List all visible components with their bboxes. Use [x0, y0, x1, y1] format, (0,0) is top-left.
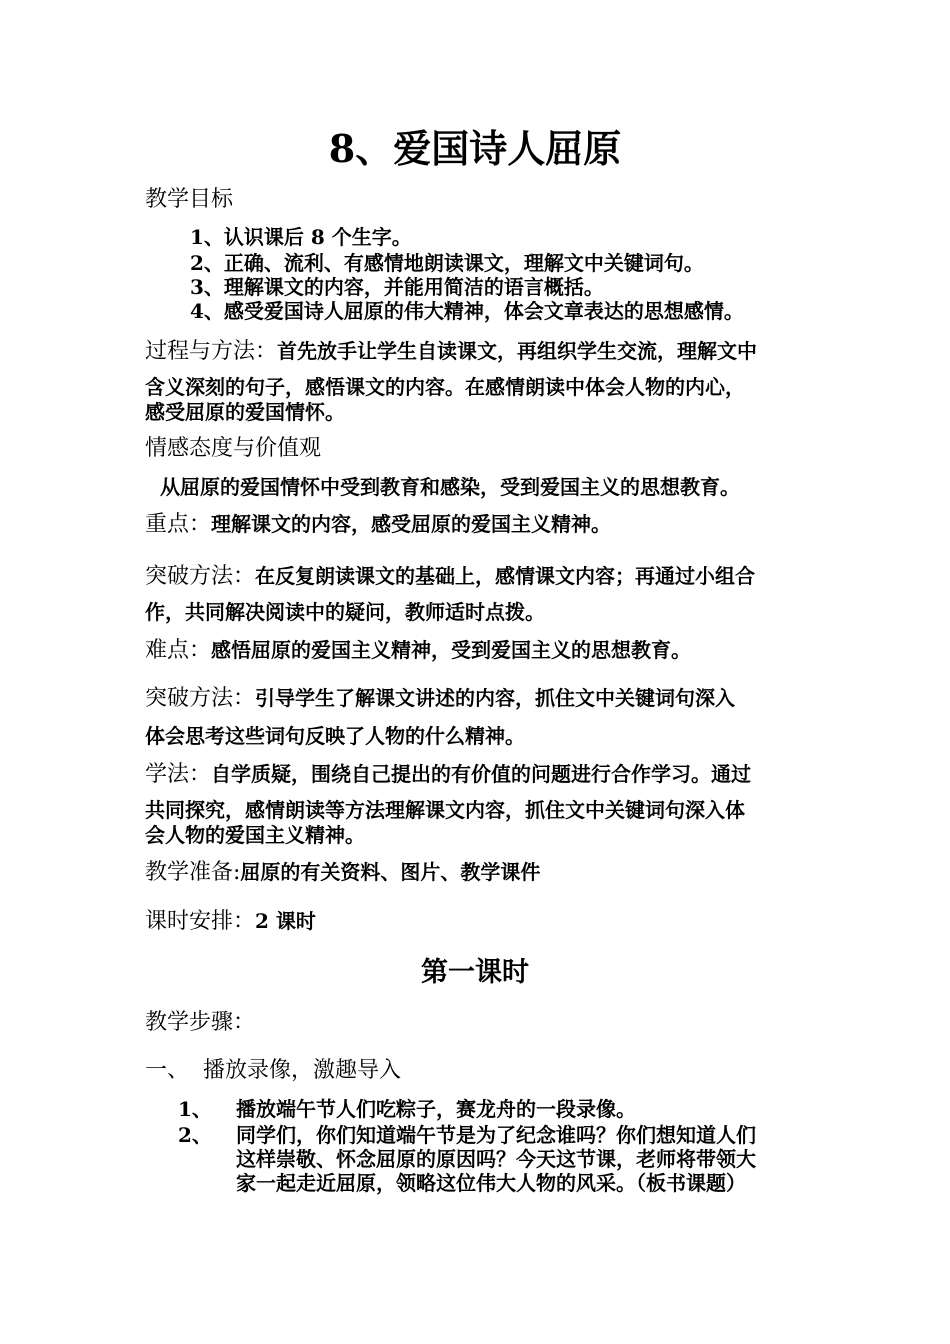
difficulty-text: 感悟屈原的爱国主义精神，受到爱国主义的思想教育。: [211, 638, 692, 662]
preparation-line: [145, 859, 540, 886]
key-point-label: 重点：: [145, 512, 212, 537]
process-text-line: 感受屈原的爱国情怀。: [145, 400, 345, 424]
page-title: 8、爱国诗人屈原: [328, 126, 622, 171]
study-line: [145, 761, 751, 788]
lesson-heading: 第一课时: [421, 957, 529, 988]
study-text-line: 会人物的爱国主义精神。: [145, 823, 365, 847]
step-number: 1、: [178, 1097, 212, 1121]
emotion-heading: 情感态度与价值观: [145, 436, 322, 461]
breakthrough-text: 在反复朗读课文的基础上，感情课文内容；再通过小组合: [255, 564, 756, 588]
difficulty-label: 难点：: [145, 638, 212, 663]
goal-item: 4、感受爱国诗人屈原的伟大精神，体会文章表达的思想感情。: [190, 299, 744, 323]
section-heading: 一、 播放录像，激趣导入: [145, 1058, 401, 1083]
study-text-line: 共同探究，感情朗读等方法理解课文内容，抓住文中关键词句深入体: [145, 798, 745, 822]
schedule-text: 2 课时: [255, 909, 316, 933]
step-text: 家一起走近屈原，领略这位伟大人物的风采。（板书课题）: [236, 1171, 746, 1195]
difficulty-line: [145, 637, 691, 664]
study-text: 自学质疑，围绕自己提出的有价值的问题进行合作学习。通过: [211, 762, 752, 786]
schedule-label: 课时安排：: [145, 909, 256, 934]
step-text: 同学们，你们知道端午节是为了纪念谁吗？你们想知道人们: [236, 1123, 756, 1147]
process-paragraph-line: [145, 338, 757, 365]
step-item: [178, 1122, 238, 1148]
process-text: 首先放手让学生自读课文，再组织学生交流，理解文中: [277, 339, 758, 363]
goal-item: 1、认识课后 8 个生字。: [190, 225, 412, 249]
breakthrough-text-line: 作，共同解决阅读中的疑问，教师适时点拨。: [145, 600, 545, 624]
process-text-line: 含义深刻的句子，感悟课文的内容。在感情朗读中体会人物的内心，: [145, 375, 745, 399]
process-label: 过程与方法：: [145, 339, 278, 364]
step-number: 2、: [178, 1123, 212, 1147]
schedule-line: [145, 908, 316, 935]
goal-item: 2、正确、流利、有感情地朗读课文，理解文中关键词句。: [190, 251, 704, 275]
key-point-line: [145, 511, 611, 538]
step-text: 这样崇敬、怀念屈原的原因吗？今天这节课，老师将带领大: [236, 1147, 756, 1171]
breakthrough-label: 突破方法：: [145, 564, 256, 589]
goals-heading: 教学目标: [145, 187, 234, 212]
breakthrough-label: 突破方法：: [145, 686, 256, 711]
emotion-text: 从屈原的爱国情怀中受到教育和感染，受到爱国主义的思想教育。: [160, 475, 740, 499]
breakthrough-line: [145, 563, 755, 590]
breakthrough-text: 引导学生了解课文讲述的内容，抓住文中关键词句深入: [255, 686, 736, 710]
preparation-text: 屈原的有关资料、图片、教学课件: [240, 860, 541, 884]
key-point-text: 理解课文的内容，感受屈原的爱国主义精神。: [211, 512, 612, 536]
goal-item: 3、理解课文的内容，并能用简洁的语言概括。: [190, 275, 604, 299]
step-text: 播放端午节人们吃粽子，赛龙舟的一段录像。: [236, 1097, 636, 1121]
breakthrough-text-line: 体会思考这些词句反映了人物的什么精神。: [145, 724, 525, 748]
steps-heading: 教学步骤：: [145, 1010, 256, 1035]
preparation-label: 教学准备:: [145, 860, 241, 885]
step-item: [178, 1096, 238, 1122]
study-label: 学法：: [145, 762, 212, 787]
breakthrough-line: [145, 685, 735, 712]
